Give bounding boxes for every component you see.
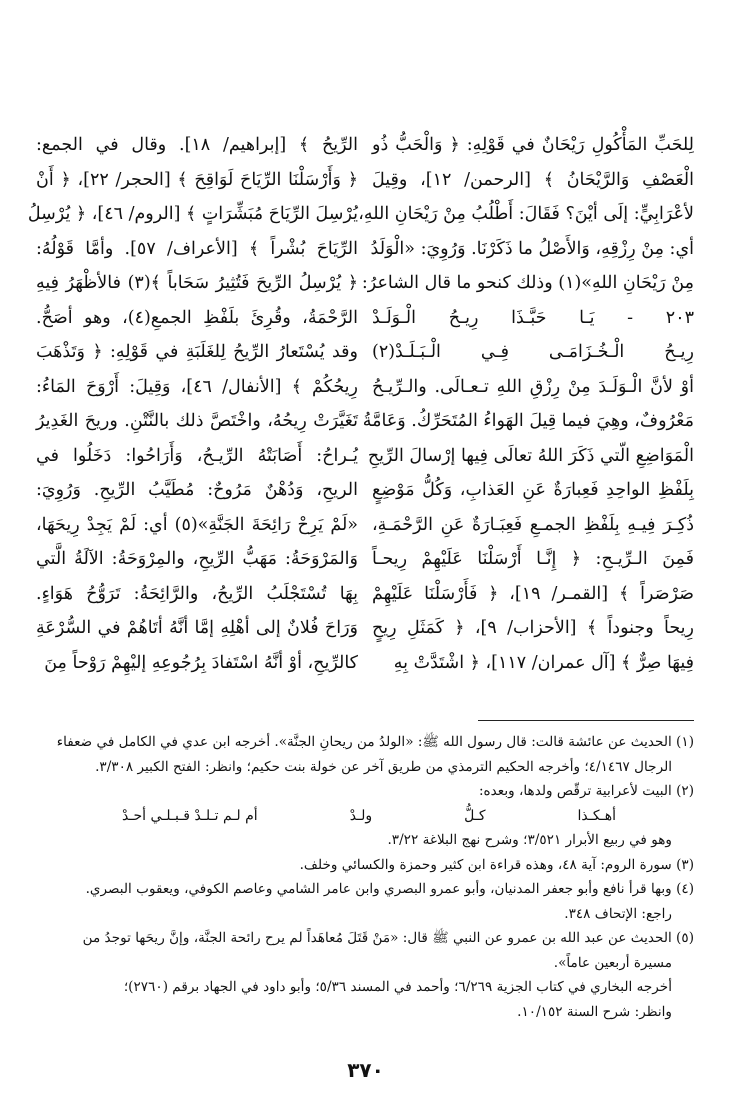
left-column-line: ﴿ وَأَرْسَلْنَا الرِّيَاحَ لَوَاقِحَ ﴾ [الحجر/ ٢٢]، ﴿ أَنْ <box>36 169 358 190</box>
footnote-4-line-2: راجع: الإتحاف ٣٤٨. <box>564 905 672 922</box>
footnote-3: (٣) سورة الروم: آية ٤٨، وهذه قراءة ابن كثير وحمزة والكسائي وخلف. <box>299 856 694 873</box>
left-column-line: «لَمْ يَرِحْ رَائِحَةَ الجَنَّةِ»(٥) أي: لَمْ يَجِدْ رِيحَهَا، <box>36 514 359 535</box>
verse-word-1: أهـكـذا <box>577 807 616 824</box>
left-column-line: الرَّحْمَةُ، وقُرِئَ بلَفْظِ الجمعِ(٤)، وهو أصَحُّ. <box>36 307 358 328</box>
footnote-5-line-4: وانظر: شرح السنة ١٠/١٥٢. <box>517 1003 672 1020</box>
left-column-line: وَالمَرْوَحَةُ: مَهَبُّ الرِّيحِ، والمِرْوَحَةُ: الآلَةُ الَّتي <box>36 549 358 569</box>
left-text-column <box>27 128 359 698</box>
right-column-line: بِلَفْظِ الواحِدِ فَعِبارَةٌ عَنِ العَذابِ، وَكُلُّ مَوْضِعٍ <box>372 480 694 500</box>
right-column-line: أوْ لأنَّ الْـوَلَـدَ مِنْ رِزْقِ اللهِ تـعـالَى. والـرِّيـحُ <box>372 376 694 397</box>
left-column-line: بِهَا تُسْتَجْلَبُ الرِّيحُ، والرَّائِحَةُ: تَرَوُّحُ هَوَاءٍ. <box>36 583 358 604</box>
footnote-5-line-3: أخرجه البخاري في كتاب الجزية ٦/٢٦٩؛ وأحمد في المسند ٥/٣٦؛ وأبو داود في الجهاد برقم (٢٧٦٠)؛ <box>123 979 672 995</box>
left-column-line: وقد يُسْتَعارُ الرِّيحُ لِلغَلَبَةِ في قَوْلِهِ: ﴿ وَتَذْهَبَ <box>36 342 358 362</box>
footnote-2-verse <box>36 804 694 829</box>
right-column-line: رِيحاً وجنوداً ﴾ [الأحزاب/ ٩]، ﴿ كَمَثَلِ رِيحٍ <box>372 618 694 638</box>
right-column-line: صَرْصَراً ﴾ [القمـر/ ١٩]، ﴿ فَأَرْسَلْنَا عَلَيْهِمْ <box>372 583 694 604</box>
right-column-line: الْمَوَاضِعِ الّتي ذَكَرَ اللهُ تعالَى فِيها إرْسالَ الرِّيحِ <box>367 445 694 466</box>
left-column-line: ﴿ يُرْسِلُ الرِّيحَ فَتُثِيرُ سَحَاباً ﴾(٣) فالأظْهَرُ فِيهِ <box>36 273 359 293</box>
left-column-line: الرِّيحُ ﴾ [إبراهيم/ ١٨]. وقال في الجمع: <box>36 135 358 155</box>
right-column-line: أي: مِنْ رِزْقِهِ، وَالأَصْلُ ما ذَكَرْنَا. وَرُوِيَ: «الْوَلَدُ <box>370 238 694 259</box>
footnote-separator <box>478 720 694 721</box>
right-column-line: ذُكِـرَ فِيـهِ بِلَفْظِ الجمـعِ فَعِبَـارَةٌ عَنِ الرَّحْمَـةِ، <box>372 514 694 535</box>
right-column-line: مِنْ رَيْحَانِ اللهِ»(١) وذلك كنحو ما قال الشاعرُ: <box>361 273 694 293</box>
left-column-line: وَرَاحَ فُلانٌ إلى أهْلِهِ إمَّا أنَّهُ أتَاهُمْ في السُّرْعَةِ <box>36 618 358 638</box>
verse-word-3: ولـدْ <box>349 807 373 824</box>
footnote-5-line-1: (٥) الحديث عن عبد الله بن عمرو عن النبي ﷺ قال: «مَنْ قَتَلَ مُعاهَداً لم يرح رائحة الجنَّة، وإنَّ ريحَها توجدُ من <box>82 930 694 946</box>
left-column-line: رِيحُكُمْ ﴾ [الأنفال/ ٤٦]، وَقِيلَ: أَرْوَحَ المَاءُ: <box>36 376 358 397</box>
footnotes-section <box>36 730 694 1024</box>
right-column-line: فَمِنَ الـرِّيـحِ: ﴿ إِنَّـا أَرْسَلْنَا عَلَيْهِمْ رِيحـاً <box>372 549 694 569</box>
left-column-line: الرِّيَاحَ بُشْراً ﴾ [الأعراف/ ٥٧]. وأمَّا قَوْلُهُ: <box>36 238 358 259</box>
right-column-line: فِيهَا صِرٌّ ﴾ [آل عمران/ ١١٧]، ﴿ اشْتَدَّتْ بِهِ <box>393 652 694 673</box>
right-column-line: لأعْرَابِيٍّ: إلَى أيْنَ؟ فَقَالَ: أَطْلُبُ مِنْ رَيْحَانِ اللهِ، <box>358 204 694 224</box>
right-column-line: لِلحَبِّ المَأْكُولِ رَيْحَانٌ في قَوْلِهِ: ﴿ وَالْحَبُّ ذُو <box>372 135 694 155</box>
left-column-line: كالرِّيحِ، أوْ أنَّهُ اسْتَفادَ بِرُجُوعِهِ إليْهِمْ رَوْحاً مِنَ <box>44 652 358 673</box>
left-column-line: تَغَيَّرَتْ رِيحُهُ، واخْتَصَّ ذلك بالنَّتْنِ. وريحَ الغَدِيرُ <box>36 411 358 431</box>
footnote-2-line-3: وهو في ربيع الأبرار ٣/٥٢١؛ وشرح نهج البلاغة ٣/٢٢. <box>387 832 672 848</box>
left-column-line: يُـراحُ: أَصَابَتْهُ الرِّيـحُ، وَأَرَاحُوا: دَخَلُوا في <box>36 445 358 466</box>
footnote-5-line-2: مسيرة أربعين عاماً». <box>553 954 672 971</box>
footnote-1-line-1: (١) الحديث عن عائشة قالت: قال رسول الله ﷺ: «الولدُ من ريحانِ الجنَّة». أخرجه ابن عدي في الكامل في ضعفاء <box>56 734 694 750</box>
footnote-1-line-2: الرجال ٤/١٤٦٧؛ وأخرجه الحكيم الترمذي من طريق آخر عن خولة بنت حكيم؛ وانظر: الفتح الكبير ٣/٣٠٨. <box>95 758 672 775</box>
right-column-line: مَعْرُوفٌ، وهِيَ فيما قِيلَ الهَواءُ المُتَحَرِّكُ. وَعَامَّةُ <box>362 411 694 431</box>
footnote-4-line-1: (٤) وبها قرأ نافع وأبو جعفر المدنيان، وأبو عمرو البصري وابن عامر الشامي وعاصم الكوفي، ويعقوب البصري. <box>85 881 694 897</box>
verse-hemistich-2: أم لـم تـلـدْ قـبـلـي أحـدْ <box>122 807 258 824</box>
right-text-column <box>358 128 695 698</box>
verse-word-2: كـلُّ <box>464 807 486 824</box>
right-column-line: رِيـحُ الْـخُـزَامَـى فِـي الْـبَـلَـدْ(٢) <box>372 342 694 362</box>
right-column-line: ٢٠٣ - يَـا حَبَّـذَا رِيـحُ الْـوَلَـدْ <box>372 307 694 328</box>
page-number: ٣٧٠ <box>347 1058 384 1082</box>
left-column-line: الريحِ، وَدُهْنٌ مَرُوحٌ: مُطَيَّبُ الرِّيحِ. وَرُوِيَ: <box>36 480 358 500</box>
footnote-2-line-1: (٢) البيت لأعرابية ترقّص ولدها، وبعده: <box>478 783 694 799</box>
left-column-line: يُرْسِلَ الرِّيَاحَ مُبَشِّرَاتٍ ﴾ [الروم/ ٤٦]، ﴿ يُرْسِلُ <box>27 204 358 224</box>
right-column-line: الْعَصْفِ وَالرَّيْحَانُ ﴾ [الرحمن/ ١٢]، وقِيلَ <box>372 169 695 190</box>
